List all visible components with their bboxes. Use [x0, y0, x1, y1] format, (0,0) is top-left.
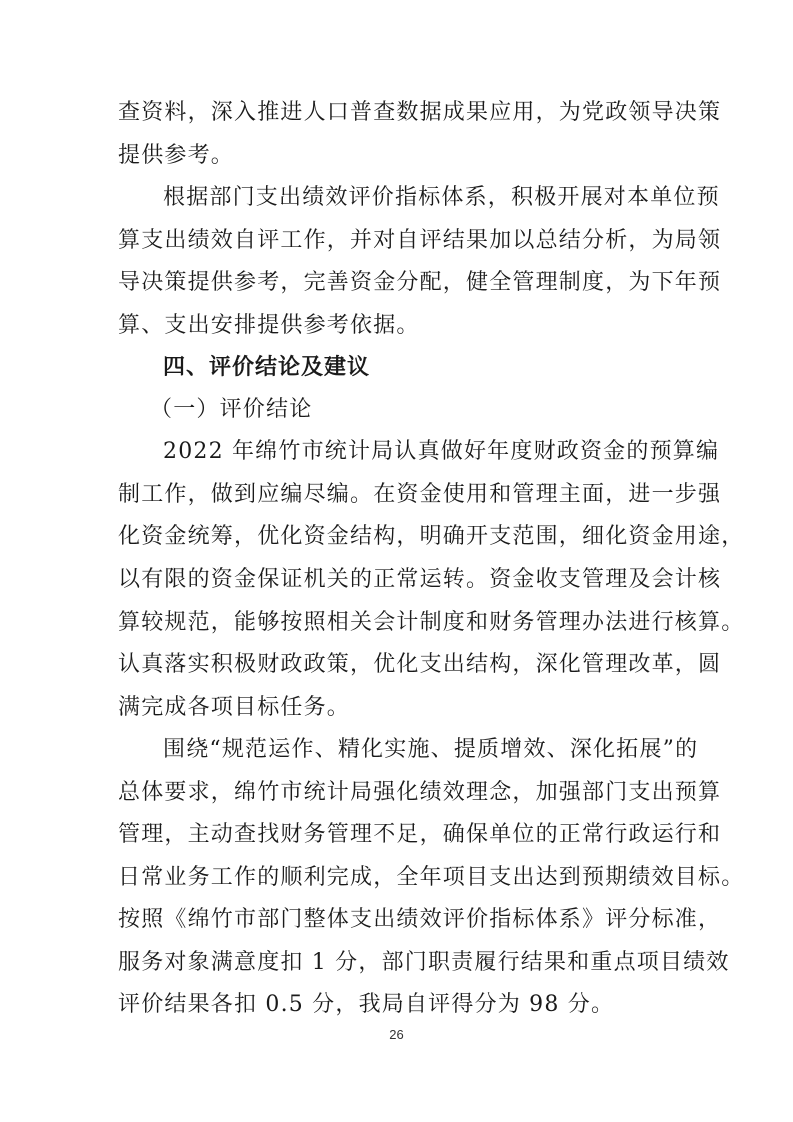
- paragraph-line: 算支出绩效自评工作，并对自评结果加以总结分析，为局领: [118, 227, 722, 253]
- paragraph-line: 评价结果各扣 0.5 分，我局自评得分为 98 分。: [118, 992, 615, 1018]
- paragraph-line: 查资料，深入推进人口普查数据成果应用，为党政领导决策: [118, 100, 722, 125]
- paragraph-line: 围绕“规范运作、精化实施、提质增效、深化拓展”的: [163, 737, 699, 763]
- paragraph-line: 管理，主动查找财务管理不足，确保单位的正常行政运行和: [118, 822, 722, 848]
- paragraph-line: 认真落实积极财政政策，优化支出结构，深化管理改革，圆: [118, 652, 722, 677]
- paragraph-line: 算、支出安排提供参考依据。: [118, 312, 420, 338]
- paragraph-line: 提供参考。: [118, 142, 235, 168]
- section-heading: 四、评价结论及建议: [163, 355, 371, 381]
- paragraph-line: 服务对象满意度扣 1 分，部门职责履行结果和重点项目绩效: [118, 949, 730, 975]
- paragraph-line: 按照《绵竹市部门整体支出绩效评价指标体系》评分标准，: [118, 907, 722, 933]
- paragraph-line: 2022 年绵竹市统计局认真做好年度财政资金的预算编: [163, 439, 720, 465]
- paragraph-line: 以有限的资金保证机关的正常运转。资金收支管理及会计核: [118, 567, 722, 592]
- paragraph-line: 日常业务工作的顺利完成，全年项目支出达到预期绩效目标。: [118, 864, 745, 890]
- paragraph-line: 总体要求，绵竹市统计局强化绩效理念，加强部门支出预算: [118, 779, 722, 805]
- paragraph-line: 导决策提供参考，完善资金分配，健全管理制度，为下年预: [118, 270, 722, 296]
- page-number: 26: [389, 1027, 404, 1042]
- paragraph-line: 制工作，做到应编尽编。在资金使用和管理主面，进一步强: [118, 481, 722, 507]
- paragraph-line: 算较规范，能够按照相关会计制度和财务管理办法进行核算。: [118, 609, 745, 635]
- subsection-heading: （一）评价结论: [150, 396, 313, 422]
- paragraph-line: 根据部门支出绩效评价指标体系，积极开展对本单位预: [163, 185, 720, 211]
- paragraph-line: 化资金统筹，优化资金结构，明确开支范围，细化资金用途，: [118, 524, 745, 550]
- paragraph-line: 满完成各项目标任务。: [118, 694, 351, 720]
